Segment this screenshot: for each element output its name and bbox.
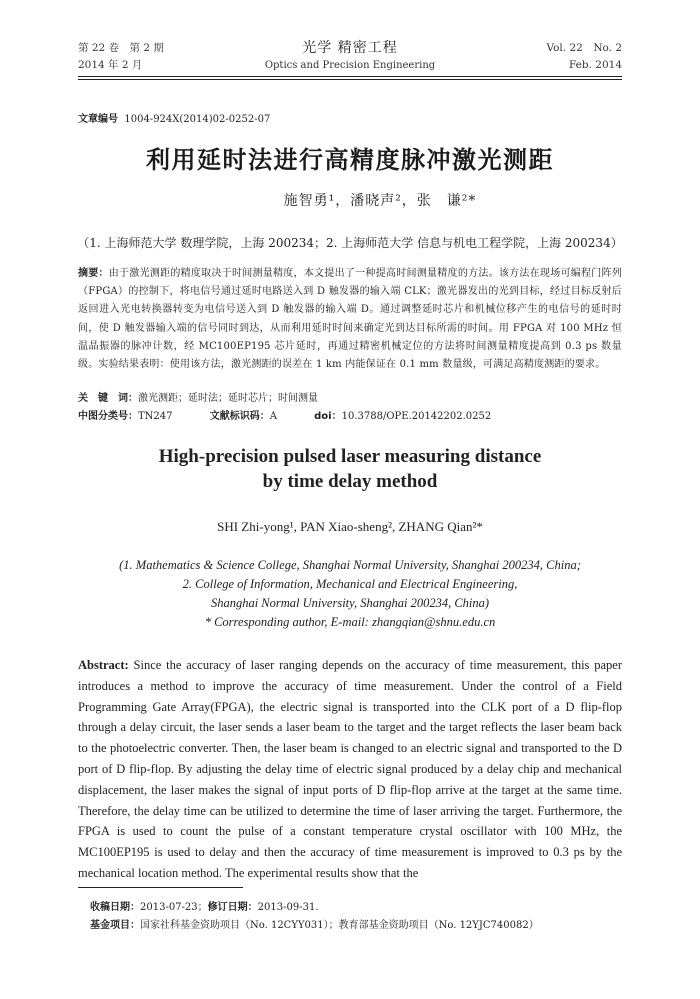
abstract-cn	[78, 265, 622, 374]
clc-label: 中图分类号：	[78, 411, 138, 422]
classification-line	[78, 407, 622, 422]
date-cn: 2014 年 2 月	[78, 59, 143, 71]
authors-cn: 施智勇¹，潘晓声²，张 谦²*	[283, 193, 477, 209]
volume-issue-cn: 第 22 卷 第 2 期	[78, 42, 164, 54]
doi-value: 10.3788/OPE.20142202.0252	[341, 411, 492, 422]
footnote-funding	[90, 918, 539, 934]
header-rule-bottom	[78, 79, 622, 80]
fund-label: 基金项目：	[90, 920, 140, 931]
affiliation-en	[78, 556, 622, 632]
revised-label: 修订日期：	[207, 902, 258, 913]
footnote-dates	[90, 900, 319, 916]
fund-value: 国家社科基金资助项目（No. 12CYY031）；教育部基金资助项目（No. 12YJC740082）	[140, 920, 539, 931]
journal-name-cn: 光学 精密工程	[302, 40, 398, 56]
authors-en: SHI Zhi-yong¹, PAN Xiao-sheng², ZHANG Qian²*	[217, 519, 483, 534]
abstract-en-label: Abstract:	[78, 658, 129, 672]
received-value: 2013-07-23；	[140, 902, 208, 913]
abstract-cn-text: 由于激光测距的精度取决于时间测量精度，本文提出了一种提高时间测量精度的方法。该方法在现场可编程门阵列（FPGA）的控制下，将电信号通过延时电路送入到 D 触发器的输入端 CLK；激光器发出的光到目标，经过目标反射后返回进入光电转换器转变为电信号送入到 D 触发器的输入端 D。通过调整延时芯片和机械位移产生的电信号的延时时间，使 D 触发器输入端的信号同时到达，从而利用延时时间来确定光到达目标所需的时间。用 FPGA 对 100 MHz 恒温晶振器的脉冲计数，经 MC100EP195 芯片延时，再通过精密机械定位的方法将时间测量精度提高到 0.3 ps 数量级。实验结果表明：使用该方法，激光测距的误差在 1 km 内能保证在 0.1 mm 数量级，可满足高精度测距的要求。	[78, 268, 622, 371]
clc-value: TN247	[138, 411, 173, 422]
doc-code	[210, 411, 277, 422]
title-en-line2: by time delay method	[262, 471, 438, 492]
running-header-right	[546, 40, 622, 74]
affiliation-en-line3: Shanghai Normal University, Shanghai 200234, China)	[210, 596, 490, 610]
abstract-en-text: Since the accuracy of laser ranging depends on the accuracy of time measurement, this paper introduces a method to improve the accuracy of time measurement. Under the control of a Field Programming Gate Array(FPGA), the electric signal is transported into the CLK port of a D flip-flop through a delay circuit, the laser sends a laser beam to the target and the target reflects the laser beam back to the photoelectric converter. Then, the laser beam is changed to an electric signal and transported to the D port of D flip-flop. By adjusting the delay time of electric signal produced by a delay chip and mechanical displacement, the laser makes the signal of input ports of D flip-flop arrive at the target at the same time. Therefore, the delay time can be utilized to determine the time of laser arriving the target. Furthermore, the FPGA is used to count the pulse of a constant temperature crystal oscillator with 100 MHz, the MC100EP195 is used to delay and then the accuracy of time measurement is improved to 0.3 ps by the mechanical location method. The experimental results show that the	[78, 658, 623, 880]
article-number	[78, 110, 270, 125]
affiliation-en-line2: 2. College of Information, Mechanical and Electrical Engineering,	[182, 577, 518, 591]
doc-value: A	[269, 411, 277, 422]
keywords-cn-label: 关 键 词：	[78, 393, 138, 404]
doi-label: doi：	[314, 411, 342, 422]
revised-value: 2013-09-31.	[257, 902, 319, 913]
received-label: 收稿日期：	[90, 902, 140, 913]
doc-label: 文献标识码：	[209, 411, 270, 422]
footnote-rule	[78, 887, 243, 888]
keywords-cn-text: 激光测距；延时法；延时芯片；时间测量	[138, 393, 318, 404]
date-en: Feb. 2014	[568, 59, 622, 71]
article-number-value: 1004-924X(2014)02-0252-07	[124, 114, 271, 125]
article-number-label: 文章编号	[78, 114, 118, 125]
journal-name-en: Optics and Precision Engineering	[264, 60, 436, 71]
title-en-line1: High-precision pulsed laser measuring distance	[158, 446, 542, 467]
header-rule-top	[78, 76, 622, 77]
abstract-cn-label: 摘要：	[78, 268, 109, 279]
affiliation-en-line1: (1. Mathematics & Science College, Shanghai Normal University, Shanghai 200234, China;	[119, 558, 581, 572]
affiliation-cn: （1. 上海师范大学 数理学院，上海 200234；2. 上海师范大学 信息与机电工程学院，上海 200234）	[77, 236, 623, 250]
title-cn: 利用延时法进行高精度脉冲激光测距	[146, 146, 554, 174]
volume-issue-en: Vol. 22 No. 2	[546, 42, 622, 54]
keywords-cn	[78, 389, 622, 404]
doi	[314, 411, 491, 422]
abstract-en	[78, 655, 622, 884]
title-en	[0, 444, 700, 494]
corresponding-author: * Corresponding author, E-mail: zhangqian@shnu.edu.cn	[204, 615, 496, 629]
clc-code	[78, 411, 173, 422]
